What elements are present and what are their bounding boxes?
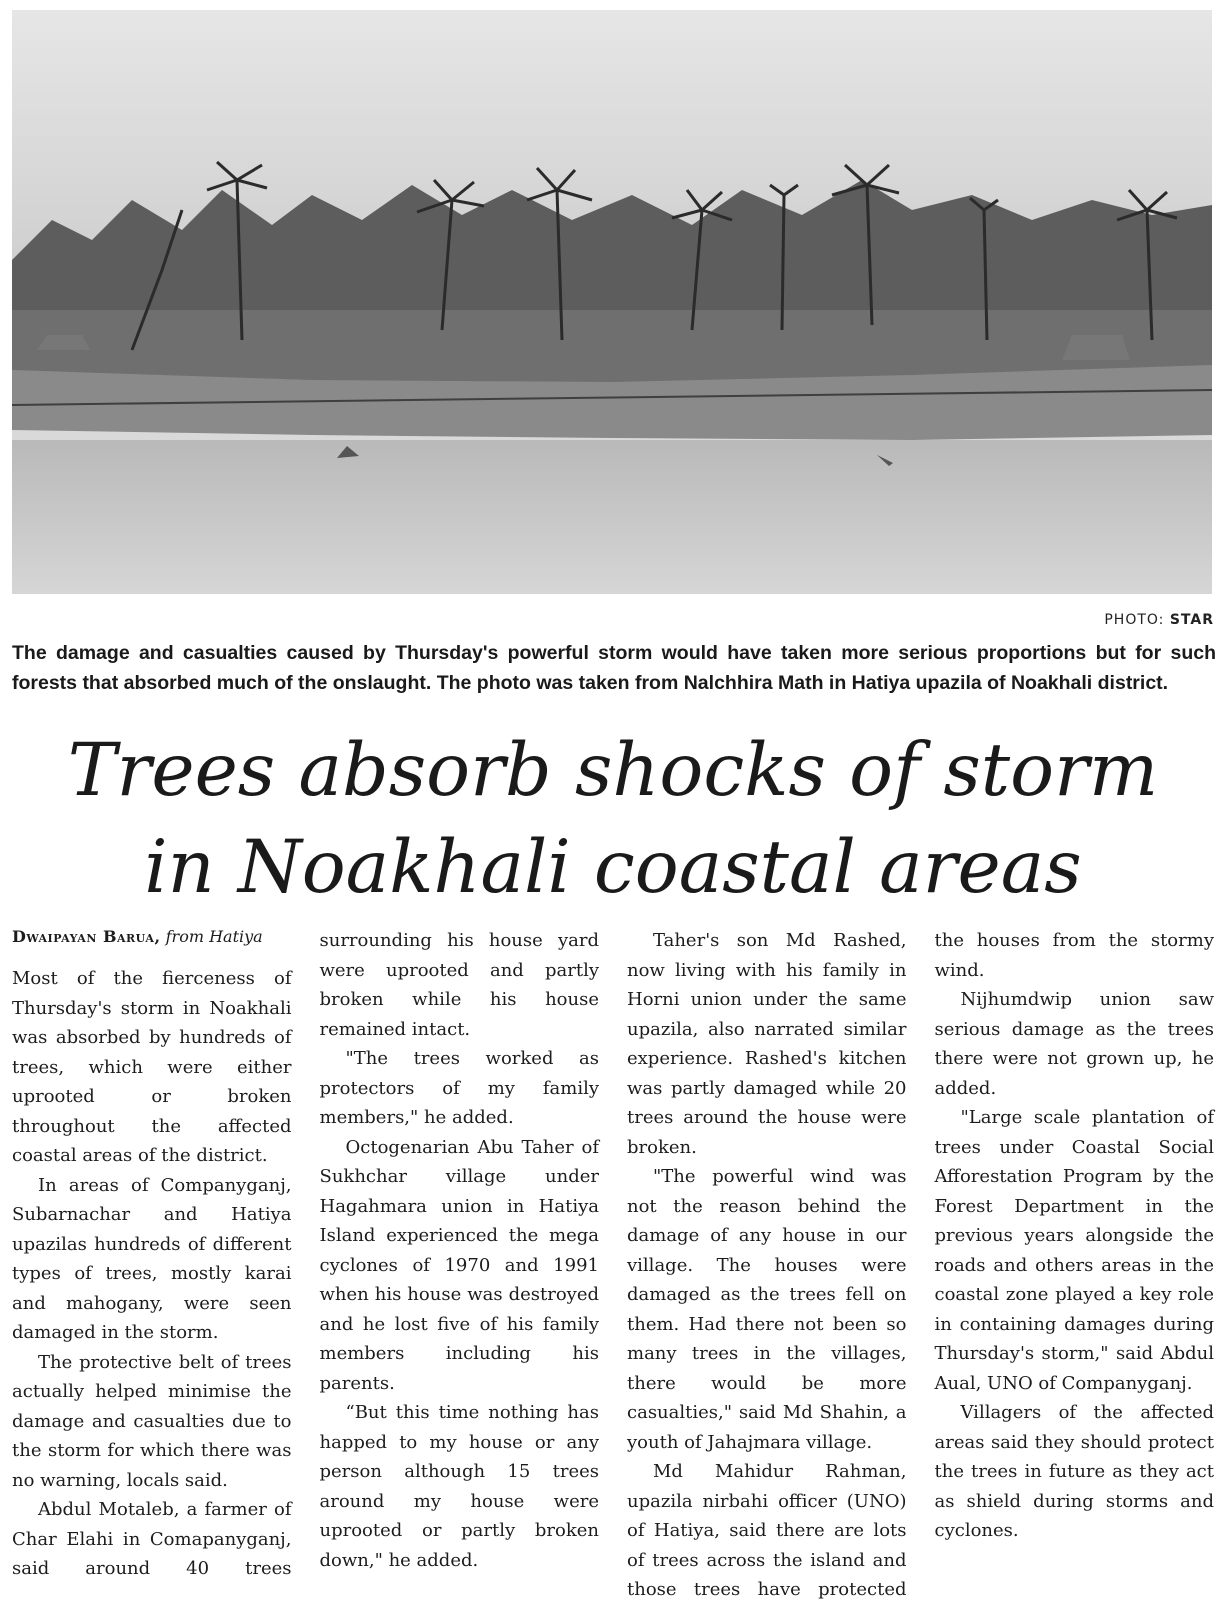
article-paragraph: Taher's son Md Rashed, now living with his family in Horni union under the same upazila, also narrated similar experience. Rashed's kitchen was partly damaged while 20 trees around the house were broken.: [627, 930, 907, 1158]
article-paragraph: Most of the fierceness of Thursday's storm in Noakhali was absorbed by hundreds of trees, which were either uprooted or broken throughout the affected coastal areas of the district.: [12, 968, 292, 1166]
photo-credit-label: PHOTO:: [1104, 612, 1165, 628]
article-paragraph: In areas of Companyganj, Subarnachar and Hatiya upazilas hundreds of different types of trees, mostly karai and mahogany, were seen damaged in the storm.: [12, 1174, 292, 1343]
headline-line-1: Trees absorb shocks of storm: [67, 728, 1159, 813]
photo-credit-source: STAR: [1169, 612, 1214, 628]
article-paragraph: Nijhumdwip union saw serious damage as the trees there were not grown up, he added.: [934, 989, 1214, 1099]
byline: [12, 926, 292, 948]
coastal-trees-illustration: [12, 10, 1212, 594]
article-paragraph: "The trees worked as protectors of my family members," he added.: [319, 1048, 599, 1128]
byline-author: Dwaipayan Barua,: [12, 927, 161, 946]
article-paragraph: Md Mahidur Rahman, upazila nirbahi officer (UNO) of Hatiya, said there are lots of trees across the island and those trees have protected the houses from the stormy wind.: [627, 930, 1214, 1600]
article-paragraph: “But this time nothing has happed to my house or any person although 15 trees around my house were uprooted or partly broken down," he added.: [319, 1402, 599, 1571]
headline-line-2: in Noakhali coastal areas: [144, 825, 1082, 910]
byline-location: from Hatiya: [165, 927, 263, 946]
article-paragraph: "The powerful wind was not the reason behind the damage of any house in our village. The houses were damaged as the trees fell on them. Had there not been so many trees in the villages, there would be more casualties," said Md Shahin, a youth of Jahajmara village.: [627, 1166, 907, 1453]
photo-caption: The damage and casualties caused by Thursday's powerful storm would have taken more serious proportions but for such forests that absorbed much of the onslaught. The photo was taken from Nalchhira Math in Hatiya upazila of Noakhali district.: [12, 642, 1216, 694]
article-paragraph: The protective belt of trees actually helped minimise the damage and casualties due to the storm for which there was no warning, locals said.: [12, 1351, 292, 1491]
article-paragraph: Abdul Motaleb, a farmer of Char Elahi in Comapanyganj, said around 40 trees surrounding his house yard were uprooted and partly broken while his house remained intact.: [12, 930, 599, 1579]
article-paragraph: Octogenarian Abu Taher of Sukhchar village under Hagahmara union in Hatiya Island experienced the mega cyclones of 1970 and 1991 when his house was destroyed and he lost five of his family members including his parents.: [319, 1136, 599, 1394]
article-body: [12, 926, 1214, 1610]
article-headline: [0, 722, 1226, 916]
storm-damaged-forest-photo: [12, 10, 1212, 594]
photo-credit: [1104, 612, 1214, 628]
article-paragraph: Villagers of the affected areas said they should protect the trees in future as they act as shield during storms and cyclones.: [934, 1402, 1214, 1541]
article-paragraph: "Large scale plantation of trees under Coastal Social Afforestation Program by the Forest Department in the previous years alongside the roads and others areas in the coastal zone played a key role in containing damages during Thursday's storm," said Abdul Aual, UNO of Companyganj.: [934, 1107, 1214, 1394]
